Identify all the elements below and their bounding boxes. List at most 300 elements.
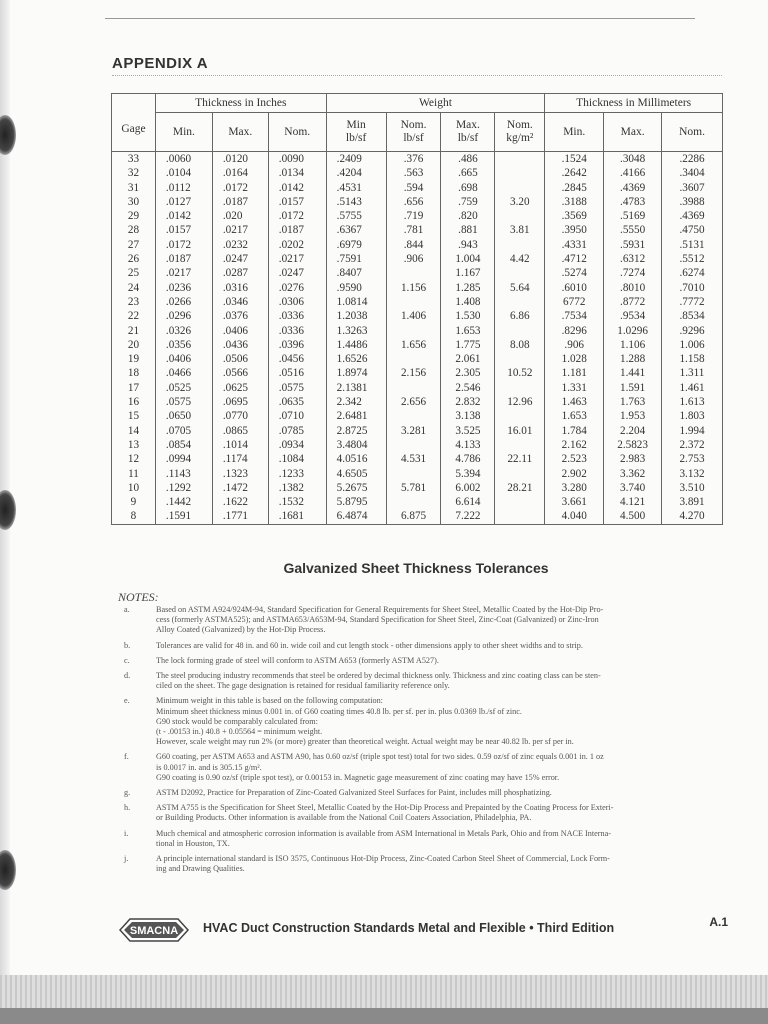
table-cell: .9296 bbox=[662, 324, 723, 338]
note-item bbox=[120, 656, 726, 666]
table-cell: 12 bbox=[112, 452, 156, 466]
table-cell: .0104 bbox=[155, 166, 212, 180]
table-cell: 8.08 bbox=[495, 338, 545, 352]
table-cell: 2.1381 bbox=[326, 381, 386, 395]
note-item bbox=[120, 788, 726, 798]
table-cell: .5143 bbox=[326, 195, 386, 209]
table-cell: .1174 bbox=[212, 452, 268, 466]
table-cell: 1.653 bbox=[441, 324, 495, 338]
group-weight: Weight bbox=[326, 94, 545, 113]
note-item bbox=[120, 696, 726, 747]
table-cell: 2.5823 bbox=[604, 438, 662, 452]
table-cell: .0127 bbox=[155, 195, 212, 209]
table-cell: .0090 bbox=[268, 152, 326, 167]
table-cell: .6010 bbox=[545, 281, 604, 295]
table-cell: 15 bbox=[112, 409, 156, 423]
note-item bbox=[120, 641, 726, 651]
heading-rule bbox=[112, 75, 722, 76]
table-row bbox=[112, 509, 723, 524]
table-cell: 4.121 bbox=[604, 495, 662, 509]
table-cell: 1.463 bbox=[545, 395, 604, 409]
table-cell: 2.204 bbox=[604, 424, 662, 438]
col-w-max bbox=[441, 113, 495, 152]
table-cell: .8296 bbox=[545, 324, 604, 338]
table-row bbox=[112, 295, 723, 309]
table-cell: 17 bbox=[112, 381, 156, 395]
table-cell: 6.875 bbox=[386, 509, 441, 524]
table-cell: 1.653 bbox=[545, 409, 604, 423]
table-cell: .0202 bbox=[268, 238, 326, 252]
table-cell: 5.2675 bbox=[326, 481, 386, 495]
table-cell: .719 bbox=[386, 209, 441, 223]
table-cell: 1.763 bbox=[604, 395, 662, 409]
logo-text: SMACNA bbox=[129, 925, 179, 937]
note-line: ing and Drawing Qualities. bbox=[156, 864, 245, 874]
table-cell: 1.591 bbox=[604, 381, 662, 395]
table-cell: 3.132 bbox=[662, 467, 723, 481]
table-cell: .0705 bbox=[155, 424, 212, 438]
table-cell: 28.21 bbox=[495, 481, 545, 495]
table-cell bbox=[386, 409, 441, 423]
notes-list bbox=[120, 605, 726, 879]
table-cell: .5274 bbox=[545, 266, 604, 280]
table-cell: 1.158 bbox=[662, 352, 723, 366]
table-row bbox=[112, 223, 723, 237]
top-rule bbox=[105, 18, 695, 19]
table-cell bbox=[495, 467, 545, 481]
note-label: g. bbox=[124, 788, 131, 798]
table-cell: .0236 bbox=[155, 281, 212, 295]
table-cell: .2409 bbox=[326, 152, 386, 167]
table-cell: .1472 bbox=[212, 481, 268, 495]
table-cell: 22.11 bbox=[495, 452, 545, 466]
table-cell: 1.028 bbox=[545, 352, 604, 366]
table-cell: 1.106 bbox=[604, 338, 662, 352]
note-text bbox=[156, 605, 726, 636]
table-cell: .3950 bbox=[545, 223, 604, 237]
table-cell: .1143 bbox=[155, 467, 212, 481]
col-in-nom: Nom. bbox=[268, 113, 326, 152]
note-label: e. bbox=[124, 696, 130, 706]
table-cell: .0157 bbox=[155, 223, 212, 237]
table-row bbox=[112, 166, 723, 180]
table-cell bbox=[386, 266, 441, 280]
table-cell: .7534 bbox=[545, 309, 604, 323]
table-cell: .0635 bbox=[268, 395, 326, 409]
table-cell: .0710 bbox=[268, 409, 326, 423]
table-cell: 1.004 bbox=[441, 252, 495, 266]
note-line: ASTM A755 is the Specification for Sheet Steel, Metallic Coated by the Hot-Dip Process and Prepainted by the Coating Process for Exteri- bbox=[156, 803, 614, 813]
note-line: However, scale weight may run 2% (or more) greater than theoretical weight. Actual weight may be near 40.82 lb. per sf per in. bbox=[156, 737, 574, 747]
table-cell: .4531 bbox=[326, 181, 386, 195]
table-cell: 1.953 bbox=[604, 409, 662, 423]
table-cell: .0112 bbox=[155, 181, 212, 195]
table-cell: .0172 bbox=[268, 209, 326, 223]
table-cell: .0566 bbox=[212, 366, 268, 380]
note-label: a. bbox=[124, 605, 130, 614]
note-line: cess (formerly ASTMA525); and ASTMA653/A653M-94, Standard Specification for Sheet Steel, Zinc-Coat (Galvanized) or Zinc-Iron bbox=[156, 615, 599, 625]
table-row bbox=[112, 481, 723, 495]
table-row bbox=[112, 281, 723, 295]
table-cell: .0406 bbox=[155, 352, 212, 366]
table-cell bbox=[386, 381, 441, 395]
table-cell: .8010 bbox=[604, 281, 662, 295]
col-in-min: Min. bbox=[155, 113, 212, 152]
table-cell: 19 bbox=[112, 352, 156, 366]
table-cell: 1.3263 bbox=[326, 324, 386, 338]
table-cell: 16 bbox=[112, 395, 156, 409]
note-label: j. bbox=[124, 854, 129, 864]
table-cell: 2.342 bbox=[326, 395, 386, 409]
table-cell: .9590 bbox=[326, 281, 386, 295]
note-text bbox=[156, 829, 726, 849]
table-cell: .0134 bbox=[268, 166, 326, 180]
note-line: tional in Houston, TX. bbox=[156, 838, 230, 848]
table-cell: .0187 bbox=[212, 195, 268, 209]
table-cell: .0164 bbox=[212, 166, 268, 180]
table-cell: 1.784 bbox=[545, 424, 604, 438]
table-cell: 4.6505 bbox=[326, 467, 386, 481]
table-row bbox=[112, 452, 723, 466]
table-cell: 30 bbox=[112, 195, 156, 209]
note-text bbox=[156, 788, 726, 798]
table-cell: .7010 bbox=[662, 281, 723, 295]
table-cell: .0247 bbox=[268, 266, 326, 280]
table-row bbox=[112, 366, 723, 380]
table-cell: 1.0296 bbox=[604, 324, 662, 338]
note-item bbox=[120, 803, 726, 823]
note-text bbox=[156, 671, 726, 691]
table-row bbox=[112, 309, 723, 323]
table-cell: 1.167 bbox=[441, 266, 495, 280]
binder-hole-icon bbox=[0, 115, 16, 155]
table-cell: 3.281 bbox=[386, 424, 441, 438]
table-cell: .1084 bbox=[268, 452, 326, 466]
table-cell: 6.86 bbox=[495, 309, 545, 323]
note-item bbox=[120, 829, 726, 849]
note-item bbox=[120, 671, 726, 691]
table-cell: 18 bbox=[112, 366, 156, 380]
table-cell: 1.656 bbox=[386, 338, 441, 352]
col-gage: Gage bbox=[112, 94, 156, 152]
table-cell: .0456 bbox=[268, 352, 326, 366]
table-cell: .0187 bbox=[155, 252, 212, 266]
binder-hole-icon bbox=[0, 490, 16, 530]
table-cell: 6772 bbox=[545, 295, 604, 309]
table-cell: .3188 bbox=[545, 195, 604, 209]
note-text bbox=[156, 656, 726, 666]
table-cell: .0785 bbox=[268, 424, 326, 438]
col-w-nom-unit: lb/sf bbox=[403, 132, 424, 144]
note-label: f. bbox=[124, 752, 129, 762]
table-cell: 2.8725 bbox=[326, 424, 386, 438]
table-cell: .881 bbox=[441, 223, 495, 237]
table-cell bbox=[495, 495, 545, 509]
table-cell: .943 bbox=[441, 238, 495, 252]
table-cell: .1323 bbox=[212, 467, 268, 481]
table-cell: .020 bbox=[212, 209, 268, 223]
table-cell: .3404 bbox=[662, 166, 723, 180]
notes-heading: NOTES: bbox=[118, 590, 159, 604]
page-number: A.1 bbox=[709, 915, 728, 929]
table-cell: .4369 bbox=[604, 181, 662, 195]
table-cell: .0356 bbox=[155, 338, 212, 352]
table-cell: 4.531 bbox=[386, 452, 441, 466]
table-row bbox=[112, 352, 723, 366]
table-cell: 2.372 bbox=[662, 438, 723, 452]
table-cell: 1.156 bbox=[386, 281, 441, 295]
table-cell: .1591 bbox=[155, 509, 212, 524]
table-cell: .3569 bbox=[545, 209, 604, 223]
table-cell: .0217 bbox=[268, 252, 326, 266]
table-cell bbox=[495, 238, 545, 252]
binder-hole-icon bbox=[0, 850, 16, 890]
table-cell: 1.0814 bbox=[326, 295, 386, 309]
table-cell: .0336 bbox=[268, 324, 326, 338]
table-cell: 2.156 bbox=[386, 366, 441, 380]
table-cell: 1.006 bbox=[662, 338, 723, 352]
table-cell: .1532 bbox=[268, 495, 326, 509]
col-w-min-label: Min bbox=[346, 119, 366, 131]
table-cell: .698 bbox=[441, 181, 495, 195]
table-cell: 3.510 bbox=[662, 481, 723, 495]
table-cell: .4712 bbox=[545, 252, 604, 266]
table-row bbox=[112, 495, 723, 509]
table-cell: .0060 bbox=[155, 152, 212, 167]
table-row bbox=[112, 238, 723, 252]
table-cell: .1014 bbox=[212, 438, 268, 452]
table-cell: 1.441 bbox=[604, 366, 662, 380]
table-cell: 2.902 bbox=[545, 467, 604, 481]
table-cell: 32 bbox=[112, 166, 156, 180]
table-cell: 1.613 bbox=[662, 395, 723, 409]
table-cell: 21 bbox=[112, 324, 156, 338]
table-cell bbox=[495, 409, 545, 423]
table-cell: .0854 bbox=[155, 438, 212, 452]
col-w-min-unit: lb/sf bbox=[345, 132, 367, 144]
table-cell bbox=[495, 266, 545, 280]
table-cell: .8534 bbox=[662, 309, 723, 323]
table-cell: .3988 bbox=[662, 195, 723, 209]
col-w-max-label: Max. bbox=[455, 119, 480, 131]
col-w-nom bbox=[386, 113, 441, 152]
table-cell: 1.2038 bbox=[326, 309, 386, 323]
table-cell: 9 bbox=[112, 495, 156, 509]
note-line: Minimum weight in this table is based on the following computation: bbox=[156, 696, 383, 706]
table-cell: .0316 bbox=[212, 281, 268, 295]
table-cell: .656 bbox=[386, 195, 441, 209]
table-cell: .0865 bbox=[212, 424, 268, 438]
table-cell: .0516 bbox=[268, 366, 326, 380]
table-row bbox=[112, 467, 723, 481]
table-cell: 5.781 bbox=[386, 481, 441, 495]
table-cell: .5512 bbox=[662, 252, 723, 266]
table-cell: 3.4804 bbox=[326, 438, 386, 452]
table-cell: .906 bbox=[386, 252, 441, 266]
table-cell: .1771 bbox=[212, 509, 268, 524]
table-cell: .0232 bbox=[212, 238, 268, 252]
table-cell: 1.6526 bbox=[326, 352, 386, 366]
table-cell: 3.525 bbox=[441, 424, 495, 438]
table-cell: .0287 bbox=[212, 266, 268, 280]
table-cell: .0650 bbox=[155, 409, 212, 423]
table-row bbox=[112, 409, 723, 423]
table-cell: 2.983 bbox=[604, 452, 662, 466]
note-line: Based on ASTM A924/924M-94, Standard Specification for General Requirements for Sheet Steel, Metallic Coated by the Hot-Dip Pro- bbox=[156, 605, 604, 614]
table-cell: .2642 bbox=[545, 166, 604, 180]
note-line: A principle international standard is ISO 3575, Continuous Hot-Dip Process, Zinc-Coated Carbon Steel Sheet of Commercial, Lock Form- bbox=[156, 854, 610, 864]
table-row bbox=[112, 181, 723, 195]
table-cell: .0575 bbox=[155, 395, 212, 409]
table-cell: 1.994 bbox=[662, 424, 723, 438]
table-cell: 29 bbox=[112, 209, 156, 223]
table-cell: .0276 bbox=[268, 281, 326, 295]
table-cell: .0466 bbox=[155, 366, 212, 380]
table-cell: 14 bbox=[112, 424, 156, 438]
table-cell: .376 bbox=[386, 152, 441, 167]
col-w-min bbox=[326, 113, 386, 152]
table-cell: .0346 bbox=[212, 295, 268, 309]
table-cell bbox=[386, 438, 441, 452]
table-cell: .4166 bbox=[604, 166, 662, 180]
table-cell: .0172 bbox=[212, 181, 268, 195]
table-cell: 1.8974 bbox=[326, 366, 386, 380]
table-cell: .1524 bbox=[545, 152, 604, 167]
note-label: c. bbox=[124, 655, 130, 665]
table-cell bbox=[386, 295, 441, 309]
note-label: h. bbox=[124, 803, 131, 813]
col-w-kg bbox=[495, 113, 545, 152]
table-cell: 2.305 bbox=[441, 366, 495, 380]
table-cell: .563 bbox=[386, 166, 441, 180]
table-cell: .9534 bbox=[604, 309, 662, 323]
col-w-nom-label: Nom. bbox=[400, 119, 427, 131]
table-cell: .5755 bbox=[326, 209, 386, 223]
table-cell: .5131 bbox=[662, 238, 723, 252]
table-cell bbox=[495, 152, 545, 167]
note-line: Much chemical and atmospheric corrosion information is available from ASM International in Metals Park, Ohio and from NACE Interna- bbox=[156, 828, 611, 838]
table-cell: 3.661 bbox=[545, 495, 604, 509]
table-cell: 5.394 bbox=[441, 467, 495, 481]
table-cell: .2286 bbox=[662, 152, 723, 167]
table-cell bbox=[495, 352, 545, 366]
table-cell: .4369 bbox=[662, 209, 723, 223]
table-row bbox=[112, 152, 723, 167]
table-cell: 1.530 bbox=[441, 309, 495, 323]
note-line: ASTM D2092, Practice for Preparation of Zinc-Coated Galvanized Steel Surfaces for Paint, includes mill phosphatizing. bbox=[156, 788, 552, 798]
table-cell: .0187 bbox=[268, 223, 326, 237]
table-cell: .781 bbox=[386, 223, 441, 237]
table-cell: .0157 bbox=[268, 195, 326, 209]
col-w-kg-unit: kg/m² bbox=[506, 132, 534, 144]
table-cell: .6367 bbox=[326, 223, 386, 237]
table-cell: .0142 bbox=[268, 181, 326, 195]
table-cell: .1382 bbox=[268, 481, 326, 495]
scan-bottom-edge bbox=[0, 1008, 768, 1024]
table-cell: 4.42 bbox=[495, 252, 545, 266]
col-w-kg-label: Nom. bbox=[506, 119, 533, 131]
note-line: The lock forming grade of steel will conform to ASTM A653 (formerly ASTM A527). bbox=[156, 655, 439, 665]
note-text bbox=[156, 803, 726, 823]
table-cell: .0770 bbox=[212, 409, 268, 423]
table-row bbox=[112, 338, 723, 352]
table-cell: .0326 bbox=[155, 324, 212, 338]
table-cell bbox=[386, 495, 441, 509]
table-cell: .1233 bbox=[268, 467, 326, 481]
table-cell: 2.832 bbox=[441, 395, 495, 409]
page-footer bbox=[118, 915, 728, 945]
footer-title: HVAC Duct Construction Standards Metal and Flexible • Third Edition bbox=[203, 921, 615, 935]
note-line: ciled on the sheet. The gage designation is retained for residual familiarity reference only. bbox=[156, 681, 450, 691]
col-w-max-unit: lb/sf bbox=[457, 132, 479, 144]
table-cell: .0695 bbox=[212, 395, 268, 409]
note-line: is 0.0017 in. and is 305.15 g/m². bbox=[156, 762, 262, 772]
table-cell bbox=[495, 166, 545, 180]
table-cell: 1.285 bbox=[441, 281, 495, 295]
group-inches: Thickness in Inches bbox=[155, 94, 326, 113]
table-row bbox=[112, 252, 723, 266]
gage-table bbox=[111, 93, 723, 525]
table-cell: 1.803 bbox=[662, 409, 723, 423]
table-cell bbox=[495, 324, 545, 338]
table-cell: 4.0516 bbox=[326, 452, 386, 466]
table-cell: .486 bbox=[441, 152, 495, 167]
table-row bbox=[112, 195, 723, 209]
table-cell bbox=[495, 381, 545, 395]
table-cell bbox=[495, 438, 545, 452]
table-cell: 4.133 bbox=[441, 438, 495, 452]
col-in-max: Max. bbox=[212, 113, 268, 152]
table-cell: .8772 bbox=[604, 295, 662, 309]
table-cell: 2.656 bbox=[386, 395, 441, 409]
table-cell: .3048 bbox=[604, 152, 662, 167]
table-cell: 23 bbox=[112, 295, 156, 309]
table-cell: .844 bbox=[386, 238, 441, 252]
table-cell: .1442 bbox=[155, 495, 212, 509]
table-cell: .820 bbox=[441, 209, 495, 223]
table-cell: 2.523 bbox=[545, 452, 604, 466]
table-cell: .1681 bbox=[268, 509, 326, 524]
table-cell: 2.753 bbox=[662, 452, 723, 466]
table-cell: 4.786 bbox=[441, 452, 495, 466]
table-cell: .0376 bbox=[212, 309, 268, 323]
table-cell bbox=[495, 209, 545, 223]
table-cell: .1622 bbox=[212, 495, 268, 509]
table-body bbox=[112, 152, 723, 525]
table-cell: 3.81 bbox=[495, 223, 545, 237]
table-cell bbox=[495, 181, 545, 195]
appendix-heading: APPENDIX A bbox=[112, 55, 209, 72]
note-text bbox=[156, 696, 726, 747]
note-label: d. bbox=[124, 671, 131, 681]
table-cell: .4783 bbox=[604, 195, 662, 209]
table-cell: 5.8795 bbox=[326, 495, 386, 509]
table-cell: 1.406 bbox=[386, 309, 441, 323]
table-cell: .0406 bbox=[212, 324, 268, 338]
table-row bbox=[112, 324, 723, 338]
table-cell: 33 bbox=[112, 152, 156, 167]
table-cell: 31 bbox=[112, 181, 156, 195]
table-cell: .0142 bbox=[155, 209, 212, 223]
note-line: (t - .00153 in.) 40.8 + 0.05564 = minimum weight. bbox=[156, 727, 323, 737]
table-cell: .0625 bbox=[212, 381, 268, 395]
table-cell bbox=[495, 295, 545, 309]
table-cell: 26 bbox=[112, 252, 156, 266]
table-cell: 3.138 bbox=[441, 409, 495, 423]
table-cell: .0296 bbox=[155, 309, 212, 323]
table-cell: .6979 bbox=[326, 238, 386, 252]
note-line: G60 coating, per ASTM A653 and ASTM A90, has 0.60 oz/sf (triple spot test) total for two sides. 0.59 oz/sf of zinc equals 0.001 in. 1 oz bbox=[156, 752, 604, 762]
